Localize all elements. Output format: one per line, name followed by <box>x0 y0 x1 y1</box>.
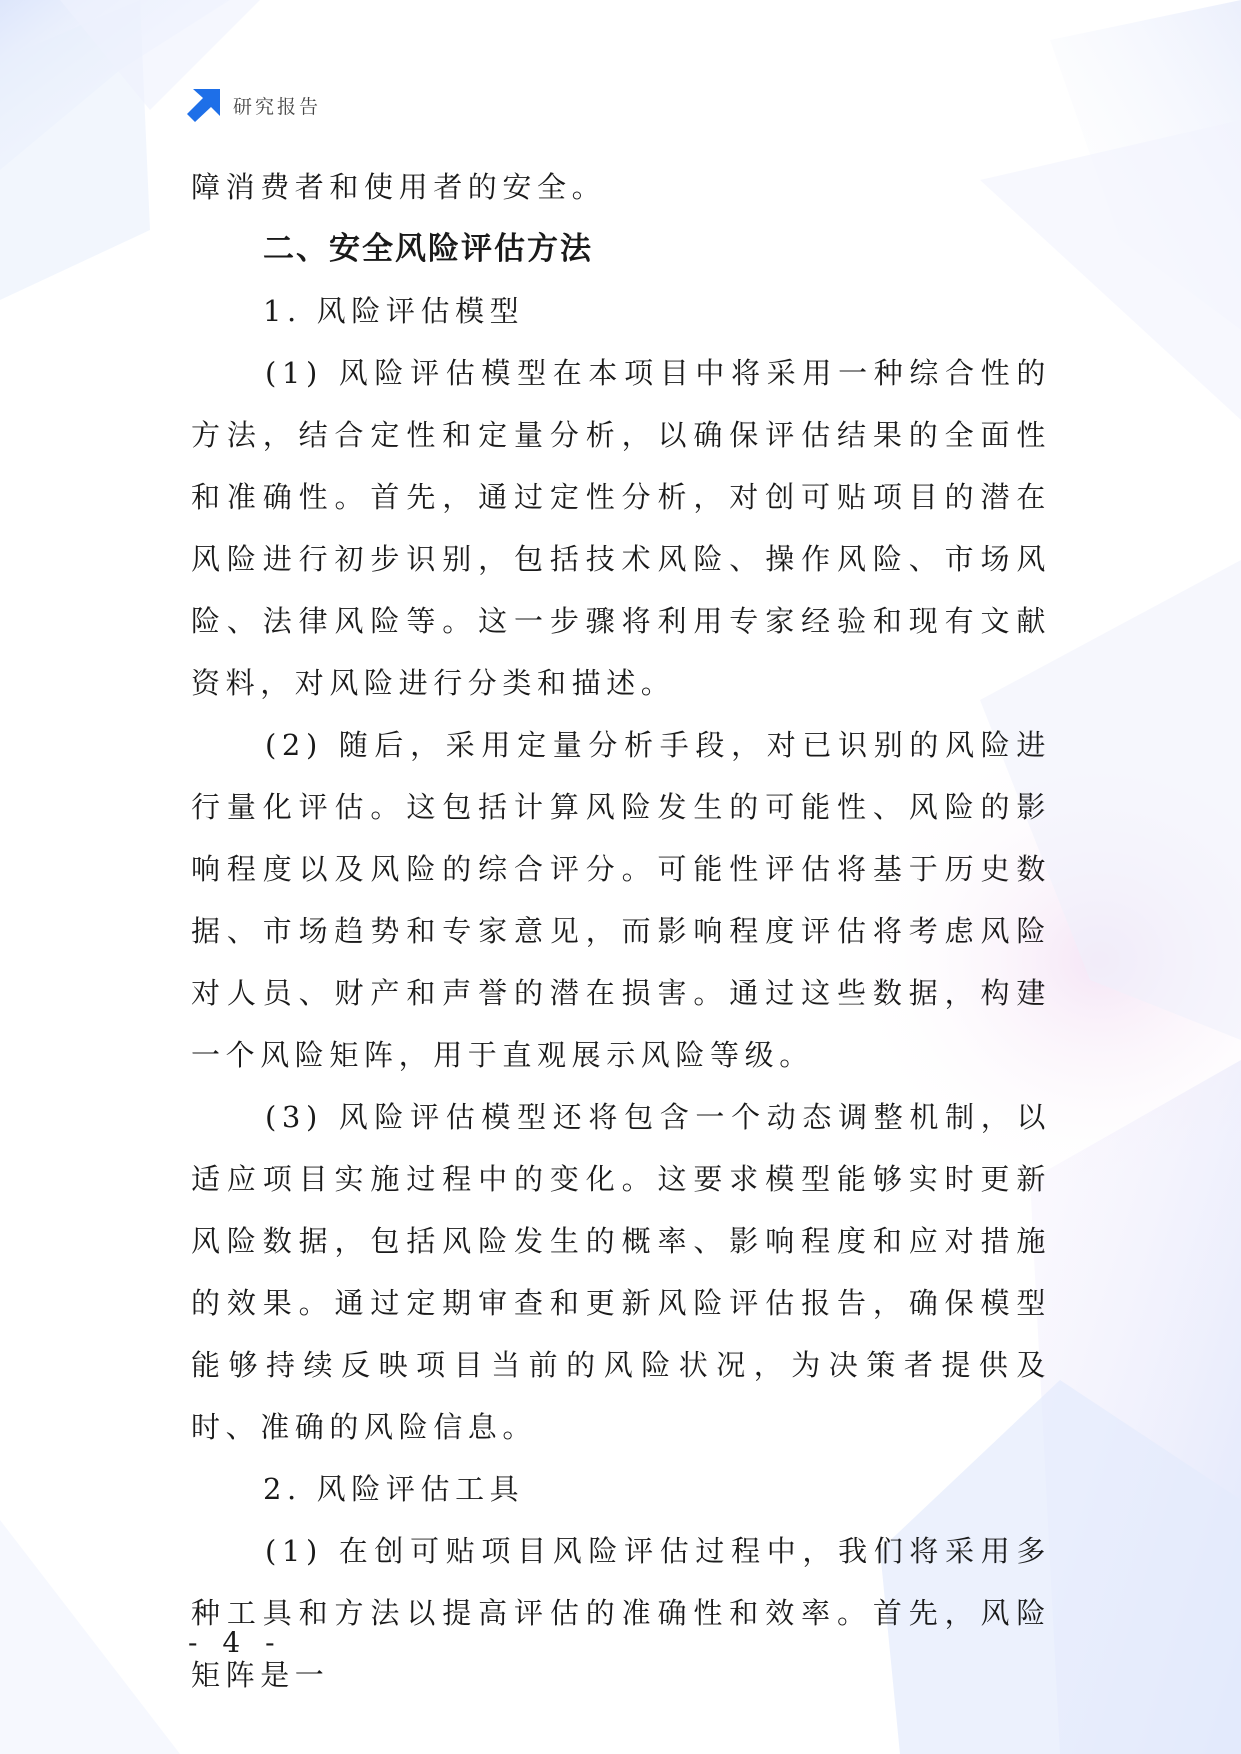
page-number: - 4 - <box>188 1626 283 1659</box>
paragraph-item-2: (2) 随后，采用定量分析手段，对已识别的风险进行量化评估。这包括计算风险发生的可能性、风险的影响程度以及风险的综合评分。可能性评估将基于历史数据、市场趋势和专家意见，而影响程度评估将考虑风险对人员、财产和声誉的潜在损害。通过这些数据，构建一个风险矩阵，用于直观展示风险等级。 <box>191 728 1051 1072</box>
section-heading: 二、安全风险评估方法 <box>263 231 593 267</box>
paragraph-tools-item-1: (1) 在创可贴项目风险评估过程中，我们将采用多种工具和方法以提高评估的准确性和效率。首先，风险矩阵是一 <box>191 1534 1051 1692</box>
header-title: 研究报告 <box>233 95 322 118</box>
paragraph-item-1: (1) 风险评估模型在本项目中将采用一种综合性的方法，结合定性和定量分析，以确保评估结果的全面性和准确性。首先，通过定性分析，对创可贴项目的潜在风险进行初步识别，包括技术风险、操作风险、市场风险、法律风险等。这一步骤将利用专家经验和现有文献资料，对风险进行分类和描述。 <box>191 356 1051 700</box>
paragraph-item-3: (3) 风险评估模型还将包含一个动态调整机制，以适应项目实施过程中的变化。这要求模型能够实时更新风险数据，包括风险发生的概率、影响程度和应对措施的效果。通过定期审查和更新风险评估报告，确保模型能够持续反映项目当前的风险状况，为决策者提供及时、准确的风险信息。 <box>191 1100 1051 1444</box>
paragraph-continuation: 障消费者和使用者的安全。 <box>191 170 607 204</box>
subsection-heading-tools: 2. 风险评估工具 <box>263 1472 525 1506</box>
document-header <box>187 88 321 122</box>
subsection-heading-model: 1. 风险评估模型 <box>263 294 525 328</box>
arrow-up-right-icon <box>187 88 221 122</box>
document-body <box>191 156 1051 1706</box>
